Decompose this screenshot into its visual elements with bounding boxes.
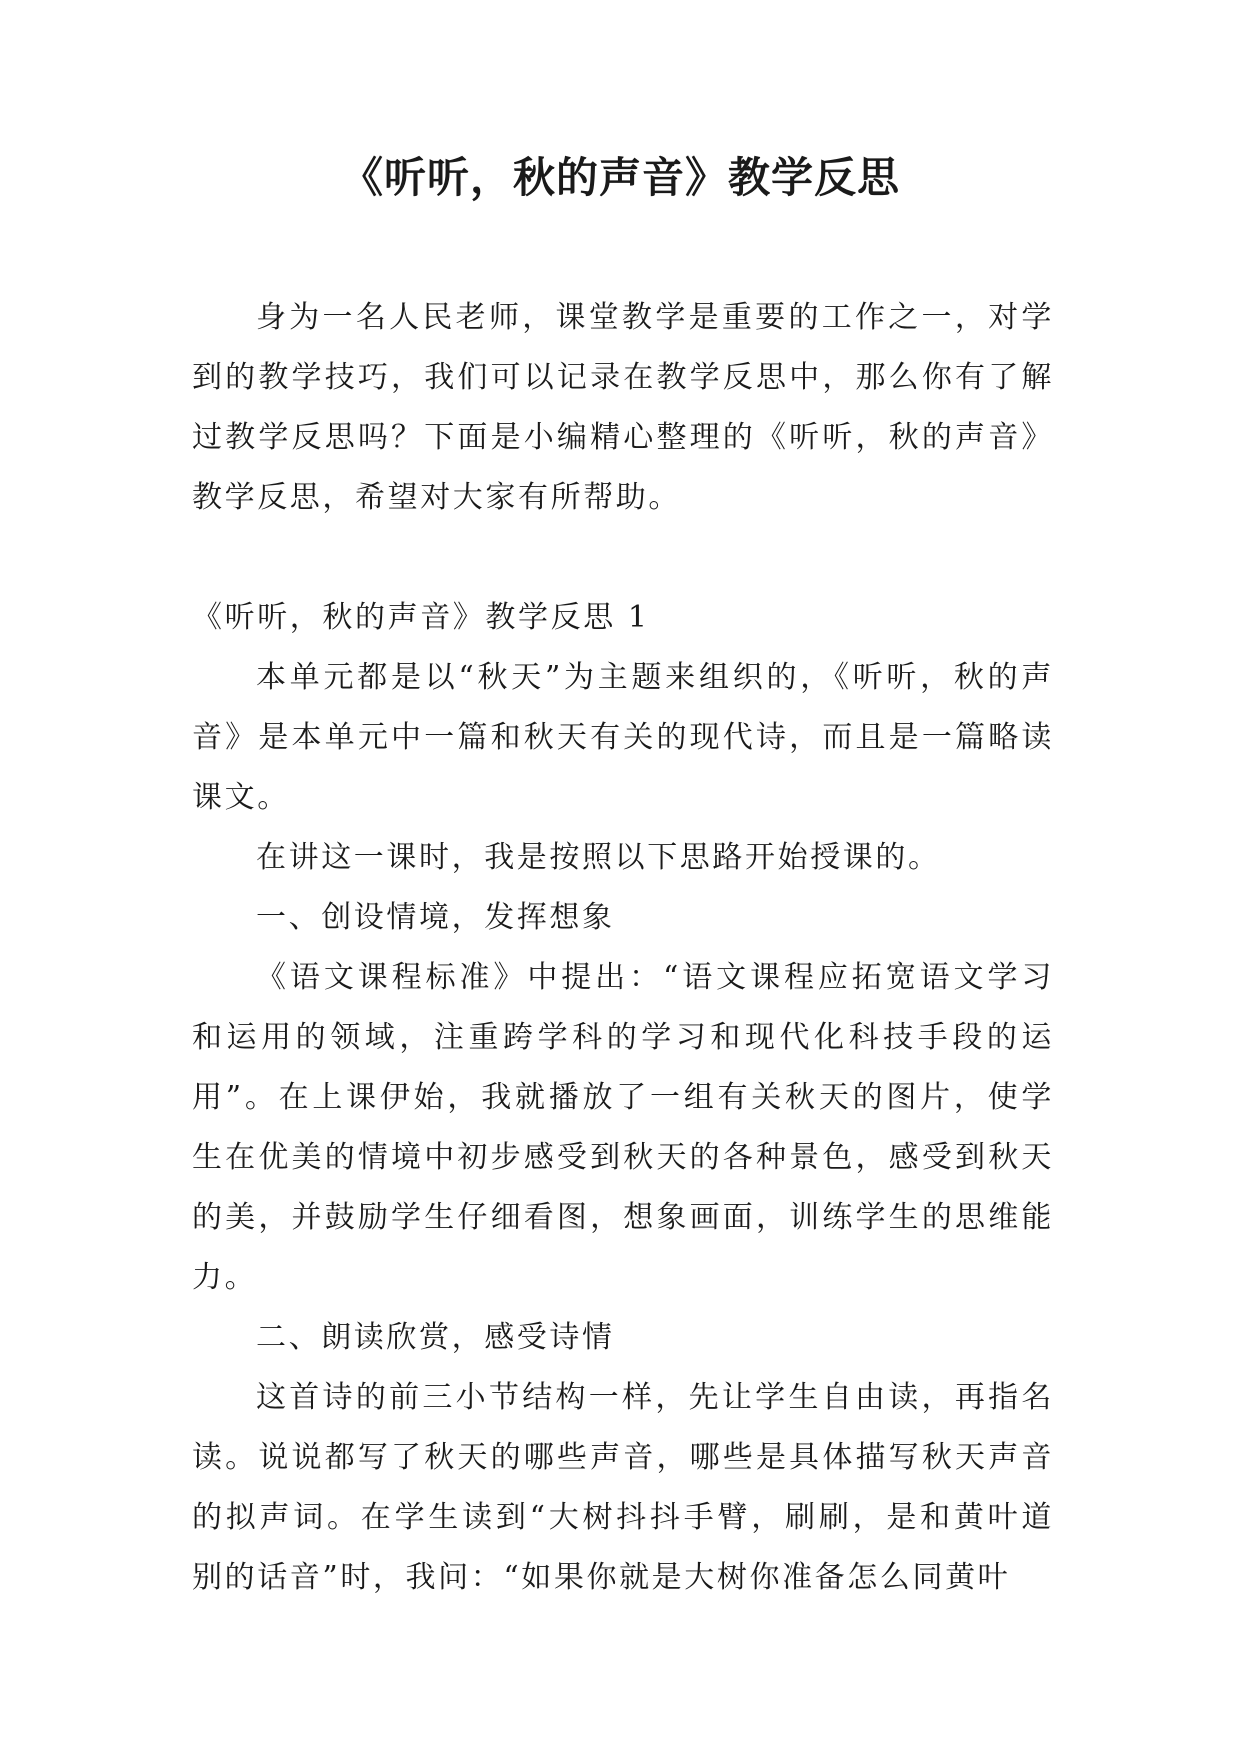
section-spacer [192, 528, 1054, 588]
document-body [192, 288, 1054, 1608]
body-paragraph: 这首诗的前三小节结构一样，先让学生自由读，再指名读。说说都写了秋天的哪些声音，哪些是具体描写秋天声音的拟声词。在学生读到“大树抖抖手臂，刷刷，是和黄叶道别的话音”时，我问：“如果你就是大树你准备怎么同黄叶 [192, 1380, 1054, 1595]
intro-paragraph: 身为一名人民老师，课堂教学是重要的工作之一，对学到的教学技巧，我们可以记录在教学反思中，那么你有了解过教学反思吗？下面是小编精心整理的《听听，秋的声音》教学反思，希望对大家有所帮助。 [192, 300, 1054, 515]
body-paragraph: 在讲这一课时，我是按照以下思路开始授课的。 [256, 840, 941, 875]
subheading-2: 二、朗读欣赏，感受诗情 [256, 1320, 615, 1355]
document-title: 《听听，秋的声音》教学反思 [340, 153, 900, 202]
section-heading: 《听听，秋的声音》教学反思 1 [192, 600, 650, 635]
body-paragraph: 本单元都是以“秋天”为主题来组织的，《听听，秋的声音》是本单元中一篇和秋天有关的现代诗，而且是一篇略读课文。 [192, 660, 1054, 815]
subheading-1: 一、创设情境，发挥想象 [256, 900, 615, 935]
body-paragraph: 《语文课程标准》中提出：“语文课程应拓宽语文学习和运用的领域，注重跨学科的学习和现代化科技手段的运用”。在上课伊始，我就播放了一组有关秋天的图片，使学生在优美的情境中初步感受到秋天的各种景色，感受到秋天的美，并鼓励学生仔细看图，想象画面，训练学生的思维能力。 [192, 960, 1054, 1295]
